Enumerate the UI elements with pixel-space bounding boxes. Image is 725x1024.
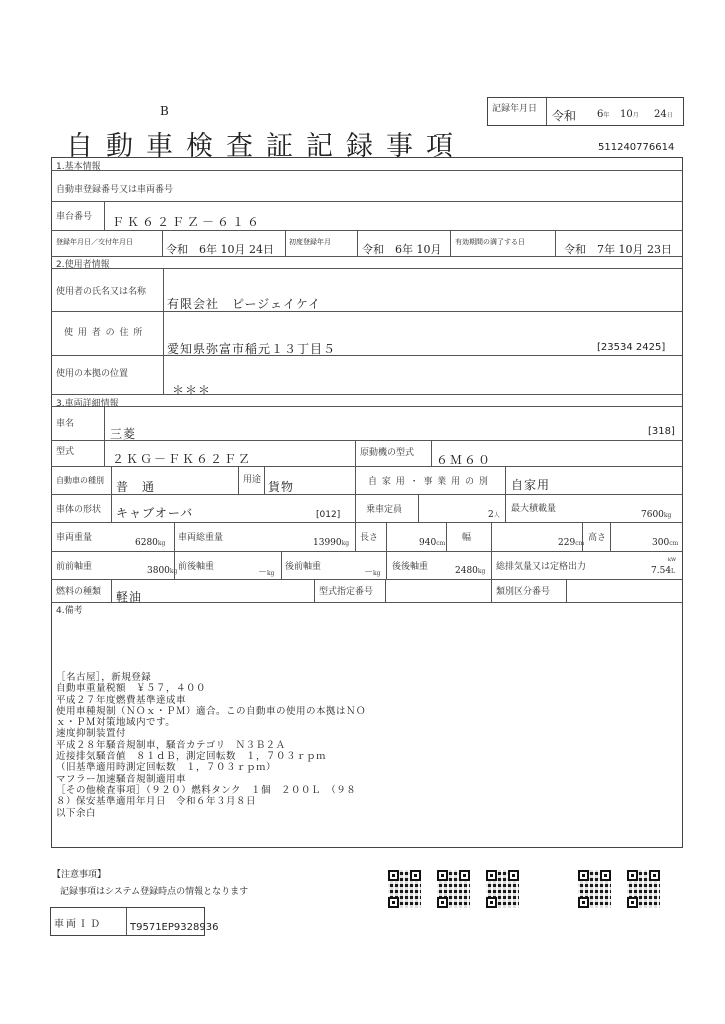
kind-label: 自動車の種別 (56, 476, 104, 485)
body-code: [012] (316, 510, 341, 520)
type-designation-label: 型式指定番号 (319, 587, 374, 597)
section-user: 2.使用者情報 (56, 260, 110, 270)
remarks-line: 使用車種規制（ＮＯｘ・ＰＭ）適合。この自動車の使用の本拠はＮＯ (56, 705, 367, 717)
engine-label: 原動機の型式 (360, 448, 415, 458)
record-date-month: 10月 (620, 109, 639, 120)
remarks-line: 以下余白 (56, 807, 97, 819)
rear-rear-axle-label: 後後軸重 (392, 562, 429, 572)
user-name-value: 有限会社 ピージェイケイ (167, 297, 321, 311)
model-value: ２ＫＧ－ＦＫ６２ＦＺ (112, 452, 253, 466)
fuel-label: 燃料の種類 (56, 587, 102, 597)
chassis-value: ＦＫ６２ＦＺ－６１６ (112, 215, 263, 229)
remarks-line: 平成２８年騒音規制車，騒音カテゴリ Ｎ３Ｂ２Ａ (56, 739, 286, 751)
reg-date-value: 令和 6年 10月 24日 (166, 243, 274, 256)
front-front-axle-value: 3800kg (147, 566, 178, 576)
displacement-value: 7.54L (651, 566, 676, 576)
capacity-value: 2人 (488, 510, 500, 520)
rear-front-axle-label: 後前軸重 (285, 562, 322, 572)
qr-code-2 (437, 870, 470, 908)
remarks-line: 平成２７年度燃費基準達成車 (56, 694, 187, 706)
document-number: 511240776614 (598, 142, 675, 153)
model-label: 型式 (56, 447, 75, 457)
user-address-code: [23534 2425] (597, 342, 666, 353)
displacement-label: 総排気量又は定格出力 (496, 562, 587, 572)
remarks-line: マフラー加速騒音規制適用車 (56, 773, 187, 785)
vehicle-id-label: 車両ＩＤ (54, 919, 102, 930)
use-value: 貨物 (268, 480, 295, 494)
section-remarks: 4.備考 (56, 606, 83, 616)
gross-weight-value: 13990kg (313, 538, 350, 548)
form-letter: B (160, 104, 169, 118)
body-label: 車体の形状 (56, 505, 102, 515)
user-name-label: 使用者の氏名又は名称 (56, 287, 147, 297)
first-reg-value: 令和 6年 10月 (362, 243, 442, 256)
weight-label: 車両重量 (56, 533, 93, 543)
record-date-label: 記録年月日 (492, 104, 538, 114)
displacement-unit-kw: kW (668, 557, 677, 563)
make-label: 車名 (56, 419, 75, 429)
front-front-axle-label: 前前軸重 (56, 562, 93, 572)
section-vehicle: 3.車両詳細情報 (56, 399, 119, 409)
notes-text: 記録事項はシステム登録時点の情報となります (60, 887, 249, 897)
remarks-line: ［その他検査事項］（９２０）燃料タンク １個 ２００Ｌ （９８ (56, 784, 357, 796)
user-address-value: 愛知県弥富市稲元１３丁目５ (167, 342, 337, 356)
rear-front-axle-value: －kg (364, 568, 381, 578)
user-base-value: ＊＊＊ (172, 383, 212, 397)
make-code: [318] (648, 426, 675, 437)
width-label: 幅 (462, 533, 472, 543)
remarks-line: （旧基準適用時測定回転数 １，７０３ｒｐｍ） (56, 762, 277, 774)
remarks-line: ｘ・ＰＭ対策地域内です。 (56, 717, 176, 729)
purpose-value: 自家用 (511, 478, 551, 492)
fuel-value: 軽油 (116, 590, 143, 604)
front-rear-axle-value: －kg (258, 568, 275, 578)
qr-code-1 (388, 870, 421, 908)
vehicle-id-value: T9571EP9328936 (130, 922, 219, 933)
reg-number-label: 自動車登録番号又は車両番号 (56, 185, 174, 195)
page-title: 自動車検査証記録事項 (66, 131, 466, 162)
front-rear-axle-label: 前後軸重 (178, 562, 215, 572)
width-value: 229cm (558, 538, 585, 548)
reg-date-label: 登録年月日／交付年月日 (56, 238, 133, 246)
user-base-label: 使用の本拠の位置 (56, 369, 129, 379)
height-value: 300cm (652, 538, 679, 548)
record-date-era: 令和 (552, 109, 577, 123)
expiry-value: 令和 7年 10月 23日 (564, 243, 672, 256)
purpose-label: 自 家 用 ・ 事 業 用 の 別 (368, 477, 489, 487)
expiry-label: 有効期間の満了する日 (455, 238, 525, 246)
qr-code-3 (486, 870, 519, 908)
body-value: キャブオーバ (116, 506, 194, 520)
weight-value: 6280kg (135, 538, 166, 548)
remarks-line: ［名古屋］，新規登録 (56, 672, 152, 683)
max-load-value: 7600kg (641, 510, 672, 520)
record-date-day: 24日 (654, 109, 673, 120)
gross-weight-label: 車両総重量 (178, 533, 224, 543)
user-address-label: 使 用 者 の 住 所 (64, 328, 144, 338)
use-label: 用途 (243, 475, 262, 485)
first-reg-label: 初度登録年月 (289, 238, 331, 246)
section-basic: 1.基本情報 (56, 162, 101, 172)
remarks-line: 自動車重量税額 ￥５７，４００ (56, 683, 207, 695)
chassis-label: 車台番号 (56, 212, 93, 222)
record-date-box (487, 97, 684, 126)
remarks-line: 速度抑制装置付 (56, 728, 127, 740)
record-date-year: 6年 (597, 109, 610, 120)
max-load-label: 最大積載量 (511, 504, 557, 514)
rear-rear-axle-value: 2480kg (455, 566, 486, 576)
qr-code-5 (627, 870, 660, 908)
length-label: 長さ (360, 533, 379, 543)
make-value: 三菱 (110, 427, 137, 441)
class-number-label: 類別区分番号 (496, 587, 551, 597)
length-value: 940cm (419, 538, 446, 548)
remarks-line: 近接排気騒音値 ８１ｄＢ，測定回転数 １，７０３ｒｐｍ (56, 751, 327, 763)
capacity-label: 乗車定員 (366, 505, 403, 515)
height-label: 高さ (588, 533, 607, 543)
vehicle-id-box (50, 907, 219, 936)
engine-value: ６Ｍ６０ (436, 453, 493, 467)
kind-value: 普 通 (116, 480, 156, 494)
notes-heading: 【注意事項】 (52, 870, 107, 880)
qr-code-4 (578, 870, 611, 908)
remarks-line: ８）保安基準適用年月日 令和６年３月８日 (56, 796, 257, 808)
remarks-text (56, 672, 366, 819)
